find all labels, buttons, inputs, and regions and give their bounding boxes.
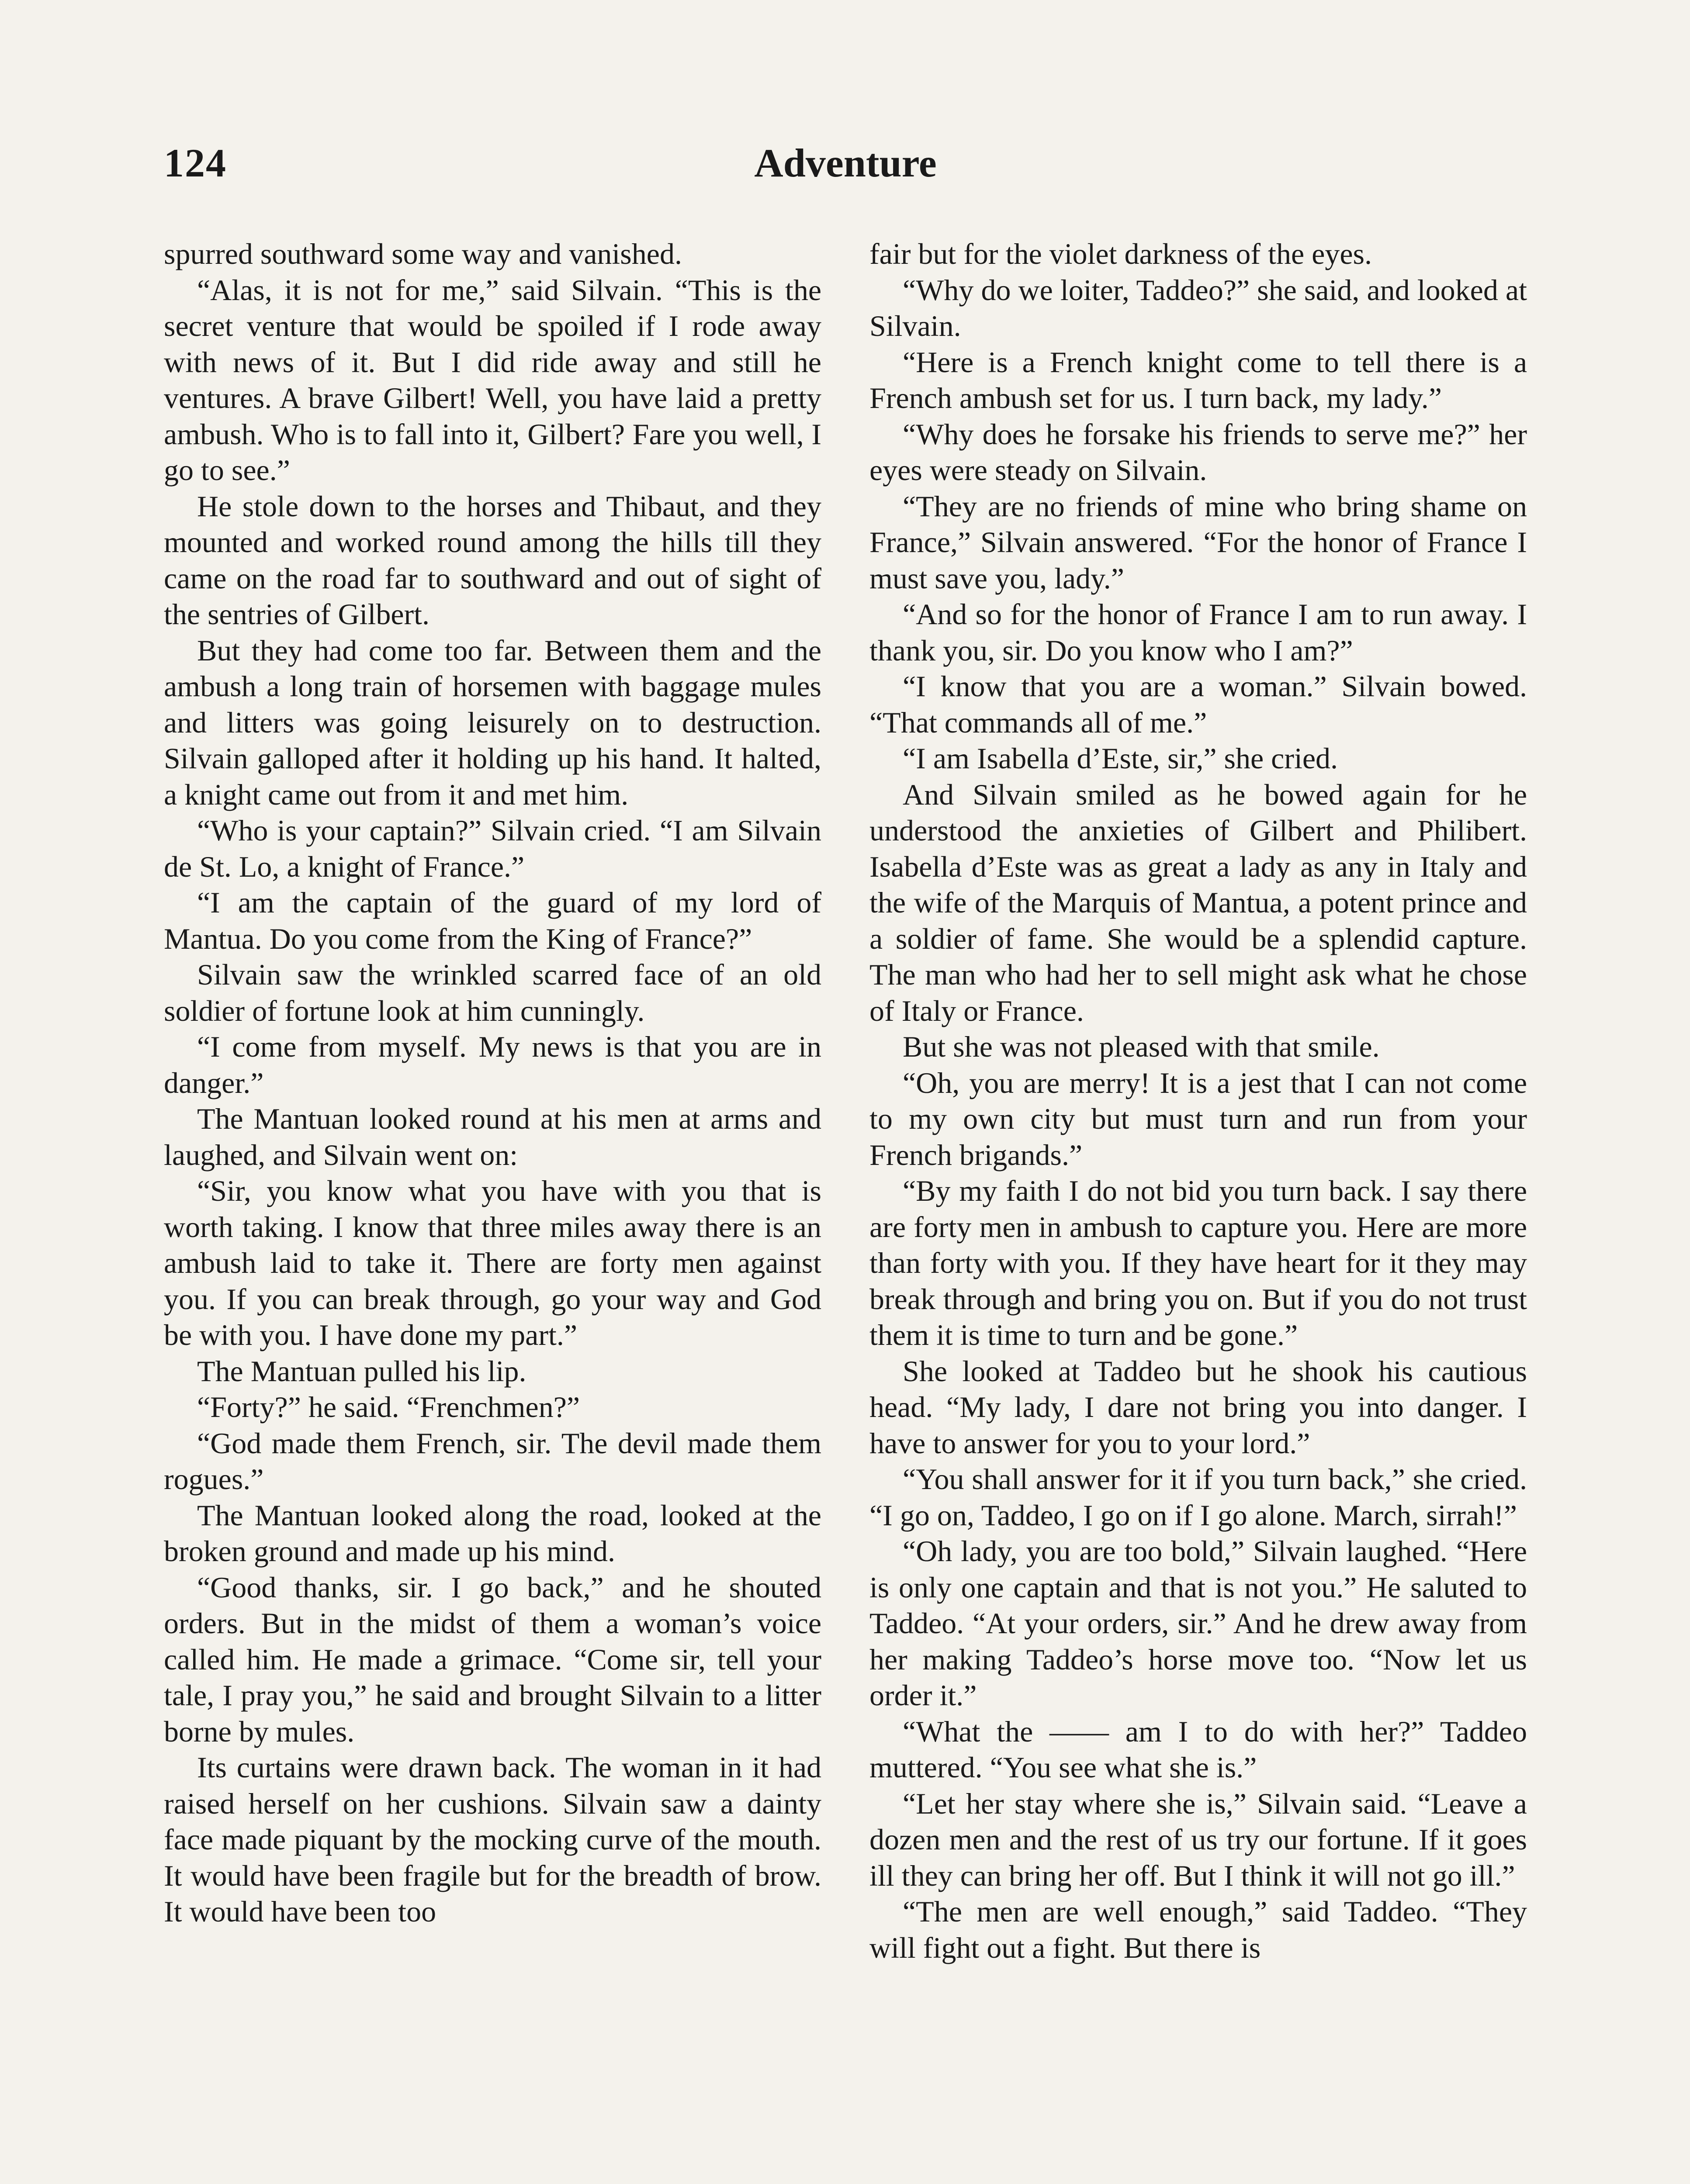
paragraph: “Alas, it is not for me,” said Silvain. “This is the secret venture that would be spoiled if I rode away with news of it. But I did ride away and still he ventures. A brave Gilbert! Well, you have laid a pretty ambush. Who is to fall into it, Gilbert? Fare you well, I go to see.” <box>164 273 821 487</box>
paragraph: “Forty?” he said. “Frenchmen?” <box>197 1390 580 1424</box>
paragraph: And Silvain smiled as he bowed again for he understood the anxieties of Gilbert and Philibert. Isabella d’Este was as great a lady as any in Italy and the wife of the Marquis of Mantua, a potent prince and a soldier of fame. She would be a splendid capture. The man who had her to sell might ask what he chose of Italy or France. <box>869 778 1527 1027</box>
right-column <box>869 236 1527 2184</box>
paragraph: “And so for the honor of France I am to run away. I thank you, sir. Do you know who I am?” <box>869 598 1527 667</box>
paragraph: The Mantuan pulled his lip. <box>197 1354 526 1388</box>
paragraph: “God made them French, sir. The devil made them rogues.” <box>164 1426 821 1496</box>
paragraph: “Here is a French knight come to tell there is a French ambush set for us. I turn back, my lady.” <box>869 345 1527 415</box>
page-header <box>164 140 1527 192</box>
running-title: Adventure <box>754 141 937 185</box>
page-number: 124 <box>164 141 227 185</box>
paragraph: “What the —— am I to do with her?” Taddeo muttered. “You see what she is.” <box>869 1714 1527 1784</box>
paragraph: “They are no friends of mine who bring shame on France,” Silvain answered. “For the honor of France I must save you, lady.” <box>869 489 1527 595</box>
paragraph: “By my faith I do not bid you turn back. I say there are forty men in ambush to capture you. Here are more than forty with you. If they have heart for it they may break through and bring you on. But if you do not trust them it is time to turn and be gone.” <box>869 1174 1527 1351</box>
paragraph: “The men are well enough,” said Taddeo. “They will fight out a fight. But there is <box>869 1895 1527 1964</box>
paragraph: “Oh, you are merry! It is a jest that I can not come to my own city but must turn and run from your French brigands.” <box>869 1066 1527 1171</box>
paragraph: “Why do we loiter, Taddeo?” she said, and looked at Silvain. <box>869 273 1527 342</box>
paragraph: “I come from myself. My news is that you are in danger.” <box>164 1030 821 1099</box>
paragraph: The Mantuan looked along the road, looked at the broken ground and made up his mind. <box>164 1498 821 1568</box>
paragraph: “I know that you are a woman.” Silvain bowed. “That commands all of me.” <box>869 670 1527 739</box>
text-columns <box>164 236 1527 2184</box>
paragraph: “Oh lady, you are too bold,” Silvain laughed. “Here is only one captain and that is not you.” He saluted to Taddeo. “At your orders, sir.” And he drew away from her making Taddeo’s horse move too. “Now let us order it.” <box>869 1534 1527 1712</box>
paragraph: “Let her stay where she is,” Silvain said. “Leave a dozen men and the rest of us try our fortune. If it goes ill they can bring her off. But I think it will not go ill.” <box>869 1787 1527 1892</box>
paragraph: Its curtains were drawn back. The woman in it had raised herself on her cushions. Silvain saw a dainty face made piquant by the mocking curve of the mouth. It would have been fragile but for the breadth of brow. It would have been too <box>164 1751 821 1928</box>
paragraph: Silvain saw the wrinkled scarred face of an old soldier of fortune look at him cunningly. <box>164 958 821 1027</box>
paragraph: The Mantuan looked round at his men at arms and laughed, and Silvain went on: <box>164 1102 821 1171</box>
paragraph: “You shall answer for it if you turn back,” she cried. “I go on, Taddeo, I go on if I go alone. March, sirrah!” <box>869 1462 1527 1532</box>
paragraph: fair but for the violet darkness of the eyes. <box>869 237 1372 270</box>
paragraph: “Why does he forsake his friends to serve me?” her eyes were steady on Silvain. <box>869 417 1527 487</box>
paragraph: “Good thanks, sir. I go back,” and he shouted orders. But in the midst of them a woman’s voice called him. He made a grimace. “Come sir, tell your tale, I pray you,” he said and brought Silvain to a litter borne by mules. <box>164 1570 821 1748</box>
paragraph: “I am Isabella d’Este, sir,” she cried. <box>903 742 1338 775</box>
paragraph: But they had come too far. Between them and the ambush a long train of horsemen with baggage mules and litters was going leisurely on to destruction. Silvain galloped after it holding up his hand. It halted, a knight came out from it and met him. <box>164 633 821 811</box>
paragraph: “Sir, you know what you have with you that is worth taking. I know that three miles away there is an ambush laid to take it. There are forty men against you. If you can break through, go your way and God be with you. I have done my part.” <box>164 1174 821 1351</box>
paragraph: “I am the captain of the guard of my lord of Mantua. Do you come from the King of France?” <box>164 886 821 955</box>
paragraph: spurred southward some way and vanished. <box>164 237 682 270</box>
paragraph: “Who is your captain?” Silvain cried. “I am Silvain de St. Lo, a knight of France.” <box>164 814 821 883</box>
left-column <box>164 236 821 2184</box>
paragraph: She looked at Taddeo but he shook his cautious head. “My lady, I dare not bring you into danger. I have to answer for you to your lord.” <box>869 1354 1527 1460</box>
paragraph: But she was not pleased with that smile. <box>903 1030 1380 1063</box>
paragraph: He stole down to the horses and Thibaut, and they mounted and worked round among the hills till they came on the road far to southward and out of sight of the sentries of Gilbert. <box>164 489 821 631</box>
